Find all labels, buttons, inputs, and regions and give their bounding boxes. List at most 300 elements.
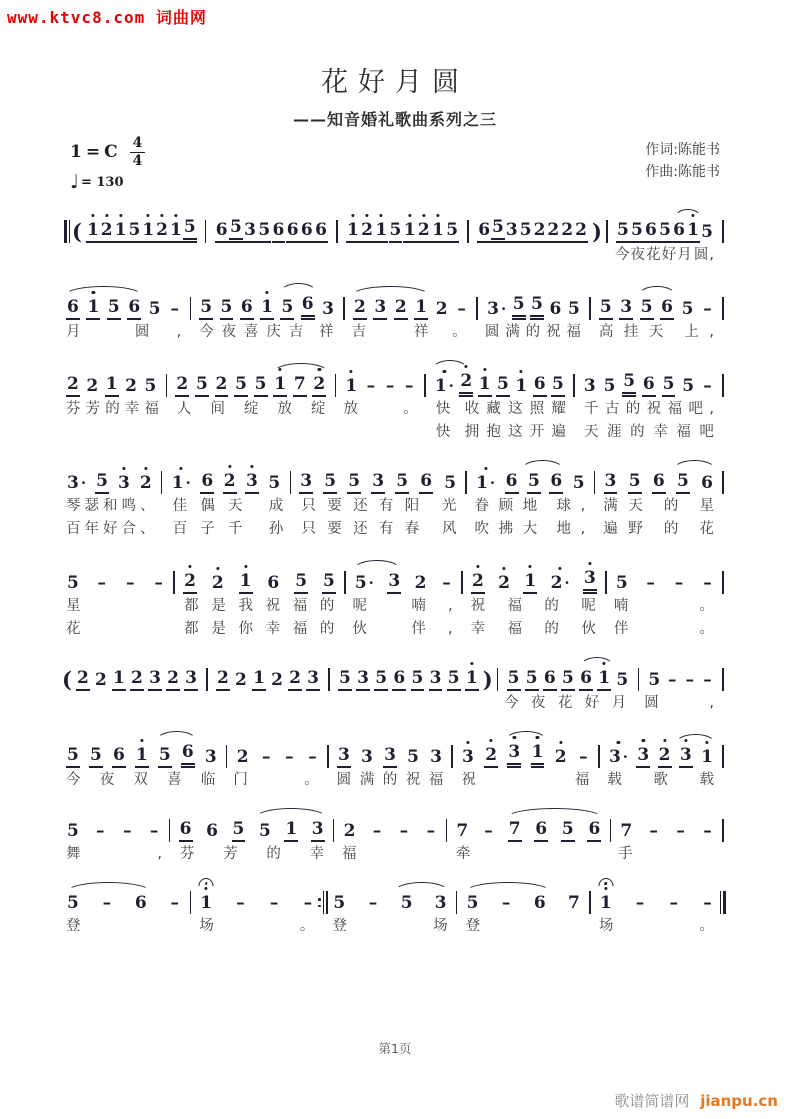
- note-group: [604, 730, 718, 768]
- lyric-char: 。: [403, 401, 418, 417]
- note-digit: 3: [374, 297, 387, 317]
- lyric-char: 古: [604, 401, 620, 417]
- note: [236, 747, 250, 768]
- lyric-cell: [580, 399, 718, 420]
- lyric-char: 呢: [352, 598, 367, 614]
- lyric-char: 祝: [545, 324, 561, 340]
- note-group: [339, 806, 442, 842]
- lyric-char: 佳: [172, 498, 188, 514]
- note-digit: 6: [134, 893, 147, 913]
- dash-note: [366, 893, 379, 914]
- bar-spacer: [585, 322, 595, 343]
- note-group: [195, 279, 339, 320]
- note: [549, 299, 563, 320]
- bar-spacer: [570, 399, 580, 420]
- measure: [349, 282, 472, 320]
- lyric-char: 祝: [646, 401, 662, 417]
- lyric-char: 好: [584, 695, 600, 711]
- note-digit: 6: [181, 742, 194, 762]
- note-digit: 1: [432, 220, 444, 240]
- lyric-cell: [348, 596, 456, 617]
- lyric-char: 舞: [66, 846, 81, 862]
- bar-spacer: [452, 916, 462, 937]
- bar-thin: [456, 891, 457, 914]
- note-digit: –: [703, 670, 712, 690]
- note-digit: 6: [267, 573, 280, 593]
- lyric-cell: [599, 496, 718, 517]
- note: [394, 297, 408, 320]
- lyric-char: 快: [435, 401, 451, 417]
- lyric-char: 抱: [486, 424, 501, 440]
- bar-spacer: [601, 245, 611, 266]
- bar-thin: [720, 891, 721, 914]
- note: [400, 893, 414, 914]
- note-group: [295, 456, 461, 494]
- note-digit: 3: [300, 471, 313, 491]
- note: [572, 473, 586, 494]
- page-title: 花好月圆: [321, 67, 469, 98]
- note-digit: –: [170, 299, 179, 319]
- lyric-cell: [176, 844, 328, 865]
- bar-thin: [476, 297, 477, 320]
- note: [546, 220, 560, 243]
- note-digit: 2: [67, 374, 79, 394]
- note-digit: 1: [200, 893, 213, 913]
- note-digit: 5: [561, 819, 574, 839]
- lyric-char: 照: [529, 401, 545, 417]
- bar-thin: [323, 891, 324, 914]
- barline-single: [340, 570, 350, 594]
- lyric-char: 这: [508, 424, 523, 440]
- note: [301, 294, 315, 320]
- measure: [62, 456, 157, 494]
- note-digit: 6: [286, 220, 299, 240]
- note: [270, 670, 284, 691]
- note-digit: 2: [223, 471, 236, 491]
- measure: [579, 356, 718, 397]
- note: [85, 376, 99, 397]
- lyric-char: 牵: [456, 846, 471, 862]
- barline-single: [457, 570, 467, 594]
- measure: [339, 806, 442, 842]
- lyric-char: 我: [238, 598, 253, 614]
- measure: [62, 727, 222, 768]
- note: [229, 217, 243, 243]
- note: [200, 471, 214, 494]
- note: [455, 821, 469, 842]
- bar-spacer: [460, 519, 470, 540]
- note-group: [62, 878, 185, 914]
- bar-spacer: [600, 596, 610, 617]
- lyric-char: 的: [544, 598, 559, 614]
- dash-note: [701, 573, 714, 594]
- lyric-char: 地: [556, 521, 571, 537]
- dash-note: [440, 573, 453, 594]
- octave-dot: [604, 887, 607, 890]
- lyric-char: 有: [378, 498, 394, 514]
- note-digit: 3: [429, 668, 442, 688]
- note: [599, 297, 613, 320]
- barline-single: [185, 890, 195, 914]
- lyric-char: 孙: [268, 521, 284, 537]
- lyric-char: 要: [327, 498, 342, 514]
- note-digit: 2: [94, 670, 107, 690]
- lyric-char: 祝: [461, 772, 476, 788]
- bar-thin: [465, 471, 466, 494]
- note-digit: –: [649, 821, 658, 841]
- bar-thin: [161, 471, 162, 494]
- lyric-cell: [467, 596, 600, 617]
- staff-line: [62, 456, 728, 494]
- octave-dot: [119, 214, 122, 217]
- barline-single: [452, 890, 462, 914]
- note: [254, 374, 268, 397]
- note: [356, 668, 370, 691]
- augmentation-dot: ·: [564, 574, 570, 592]
- bar-thin: [573, 374, 574, 397]
- barline-open: [62, 219, 72, 243]
- note-digit: 5: [701, 222, 713, 242]
- note: [597, 668, 611, 691]
- note-digit: –: [368, 893, 378, 913]
- slur-arc: [273, 363, 329, 373]
- octave-dot: [147, 214, 150, 217]
- lyric-char: 满: [505, 324, 520, 340]
- lyric-cell: [62, 844, 166, 865]
- lyric-char: 月: [66, 324, 81, 340]
- note: [86, 297, 100, 320]
- note: [354, 573, 375, 594]
- note: [66, 821, 80, 842]
- lyric-char: 。: [699, 598, 714, 614]
- note: [486, 299, 507, 320]
- measure: [232, 732, 323, 768]
- note-digit: 6: [393, 668, 406, 688]
- note-digit: –: [308, 747, 317, 767]
- bar-thin: [589, 297, 590, 320]
- note-digit: 5: [662, 374, 675, 394]
- lyric-char: 夜: [630, 247, 646, 263]
- note-digit: 1: [403, 220, 416, 240]
- note-digit: 6: [652, 471, 665, 491]
- note-digit: 2: [471, 571, 484, 591]
- bar-thin: [328, 668, 329, 691]
- note-digit: 2: [414, 573, 427, 593]
- note-digit: 2: [417, 220, 430, 240]
- dash-note: [152, 573, 165, 594]
- octave-dot: [144, 467, 147, 470]
- note-digit: 1: [261, 297, 273, 317]
- note: [443, 473, 457, 494]
- octave-dot: [160, 214, 163, 217]
- lyrics-row: [62, 844, 728, 865]
- octave-dot: [691, 214, 694, 217]
- note-digit: 2: [550, 573, 563, 593]
- bar-thin: [290, 471, 291, 494]
- slur-arc: [505, 731, 546, 741]
- note-digit: 6: [588, 819, 601, 839]
- lyric-char: 的: [630, 424, 645, 440]
- note: [144, 376, 158, 397]
- barline-single: [718, 818, 728, 842]
- note-digit: 5: [183, 217, 196, 237]
- octave-dot: [279, 368, 282, 371]
- barline-single: [718, 470, 728, 494]
- octave-dot: [559, 741, 562, 744]
- dash-note: [283, 747, 296, 768]
- slur-arc: [280, 283, 317, 293]
- dash-note: [701, 821, 714, 842]
- barline-single: [718, 373, 728, 397]
- note: [543, 668, 557, 691]
- note-digit: 6: [300, 220, 313, 240]
- lyrics-row: [62, 916, 728, 937]
- note-digit: 5: [396, 471, 409, 491]
- barline-single: [330, 373, 340, 397]
- note-digit: –: [261, 747, 271, 767]
- bar-thin: [722, 471, 723, 494]
- note-digit: –: [372, 821, 382, 841]
- note: [148, 299, 162, 320]
- note: [466, 893, 480, 914]
- open-paren: (: [62, 667, 72, 692]
- lyric-char: 好: [661, 247, 677, 263]
- bar-spacer: [589, 496, 599, 517]
- note-digit: 2: [139, 473, 152, 493]
- note-digit: 2: [353, 297, 366, 317]
- octave-dot: [422, 214, 425, 217]
- note: [619, 297, 633, 320]
- note: [533, 220, 547, 243]
- octave-dot: [188, 565, 191, 568]
- note: [445, 220, 459, 243]
- site-url-link[interactable]: jianpu.cn: [700, 1092, 778, 1110]
- lyric-char: 阳: [404, 498, 420, 514]
- staff-line: [62, 356, 728, 397]
- note-digit: 2: [100, 220, 113, 240]
- lyric-cell: [432, 422, 570, 443]
- note-digit: –: [125, 573, 135, 593]
- note-digit: 3: [388, 571, 401, 591]
- bar-spacer: [593, 770, 603, 791]
- note-digit: 6: [505, 471, 518, 491]
- dash-note: [633, 893, 646, 914]
- note-digit: 1: [274, 374, 287, 394]
- bar-spacer: [331, 245, 341, 266]
- site-watermark-link[interactable]: www.ktvc8.com 词曲网: [7, 8, 207, 27]
- bar-spacer: [463, 245, 473, 266]
- note-digit: 6: [128, 297, 141, 317]
- note-digit: 3: [505, 220, 518, 240]
- lyric-char: 、: [140, 521, 155, 537]
- note-digit: 3: [384, 745, 396, 765]
- note-digit: –: [170, 893, 179, 913]
- lyric-char: 幸: [124, 401, 140, 417]
- lyric-char: 天: [227, 498, 243, 514]
- note: [205, 821, 219, 842]
- lyric-char: 花: [646, 247, 661, 263]
- note-digit: –: [703, 299, 712, 319]
- note: [257, 220, 271, 243]
- lyric-char: 大: [522, 521, 538, 537]
- note-digit: 1: [86, 220, 99, 240]
- note-digit: 5: [229, 217, 242, 237]
- note: [346, 220, 360, 243]
- note-digit: –: [269, 893, 279, 913]
- dash-note: [482, 821, 495, 842]
- note: [628, 471, 642, 494]
- note-digit: 6: [533, 374, 546, 394]
- lyric-char: 喜: [167, 772, 182, 788]
- lyric-char: 伙: [581, 621, 596, 637]
- note: [66, 893, 80, 914]
- note: [114, 220, 128, 243]
- lyric-char: 的: [266, 846, 281, 862]
- note: [429, 747, 443, 768]
- dash-note: [370, 821, 383, 842]
- note: [181, 742, 195, 768]
- lyric-char: ,: [709, 695, 714, 711]
- lyric-char: 天: [648, 324, 664, 340]
- note: [94, 670, 108, 691]
- note: [234, 374, 248, 397]
- note-digit: 3: [508, 742, 521, 762]
- dash-note: [397, 821, 410, 842]
- lyric-char: 是: [211, 621, 226, 637]
- note: [534, 819, 548, 842]
- note: [622, 371, 636, 397]
- octave-dot: [228, 465, 231, 468]
- note: [374, 220, 388, 243]
- note: [66, 473, 87, 494]
- note-digit: 5: [444, 473, 457, 493]
- dash-note: [148, 821, 161, 842]
- lyric-char: 天: [583, 424, 599, 440]
- note-group: [62, 806, 165, 842]
- measure: [503, 653, 634, 691]
- bar-spacer: [328, 844, 338, 865]
- note-digit: –: [405, 376, 414, 396]
- note-digit: 3: [204, 747, 217, 767]
- note-group: [349, 282, 472, 320]
- note-digit: 5: [148, 299, 161, 319]
- slur-arc: [156, 731, 197, 741]
- bar-thin: [333, 819, 334, 842]
- bar-thin: [638, 668, 639, 691]
- note-group: [328, 878, 451, 914]
- lyrics-row: [62, 770, 728, 791]
- note-digit: 2: [561, 220, 574, 240]
- note-digit: 5: [631, 220, 643, 240]
- lyric-char: 眷: [474, 498, 489, 514]
- lyric-char: 满: [359, 772, 375, 788]
- staff-line: [62, 653, 728, 691]
- bar-spacer: [490, 693, 500, 714]
- note-digit: 6: [549, 299, 562, 319]
- note-digit: 2: [361, 220, 374, 240]
- bar-spacer: [159, 496, 169, 517]
- note-digit: 5: [512, 294, 525, 314]
- note: [306, 668, 320, 691]
- lyric-char: 。: [304, 772, 319, 788]
- note: [371, 471, 385, 494]
- note-digit: 2: [184, 571, 196, 591]
- lyric-cell: [62, 519, 159, 540]
- slur-arc: [674, 209, 702, 219]
- bar-spacer: [630, 693, 640, 714]
- quarter-note-icon: ♩: [70, 171, 79, 194]
- lyric-char: 绽: [311, 401, 326, 417]
- note: [587, 819, 601, 842]
- note-group: [340, 361, 419, 397]
- note: [615, 573, 629, 594]
- note: [245, 471, 259, 494]
- note-digit: 5: [339, 668, 351, 688]
- score-system: [62, 553, 728, 640]
- lyric-char: 圆: [484, 324, 500, 340]
- note: [679, 745, 693, 768]
- bar-spacer: [718, 596, 728, 617]
- note-group: [430, 356, 569, 397]
- note: [223, 471, 237, 494]
- barline-single: [493, 667, 503, 691]
- octave-dot: [205, 887, 208, 890]
- note-digit: 5: [616, 220, 629, 240]
- lyric-char: 星: [699, 498, 714, 514]
- dash-note: [234, 893, 247, 914]
- lyric-char: 祝: [265, 598, 281, 614]
- note: [66, 374, 80, 397]
- dash-note: [577, 747, 590, 768]
- score-system: [62, 356, 728, 443]
- note: [258, 821, 272, 842]
- barline-single: [472, 296, 482, 320]
- lyric-char: 场: [598, 918, 614, 934]
- bar-spacer: [201, 693, 211, 714]
- augmentation-dot: ·: [80, 474, 87, 492]
- note-digit: 5: [616, 670, 629, 690]
- note-group: [611, 558, 718, 594]
- lyric-char: ,: [580, 521, 586, 537]
- lyric-cell: [610, 596, 718, 617]
- dash-note: [301, 893, 314, 914]
- tempo-value: = 130: [80, 174, 124, 190]
- bar-thin: [722, 668, 723, 691]
- measure: [295, 456, 461, 494]
- note-digit: 6: [701, 473, 714, 493]
- meter-numerator: 4: [130, 136, 146, 153]
- close-paren: ): [592, 219, 602, 244]
- lyric-cell: [610, 619, 718, 640]
- measure: [462, 878, 585, 914]
- lyric-char: 夜: [221, 324, 237, 340]
- lyric-char: 喃: [411, 598, 426, 614]
- octave-dot: [318, 368, 321, 371]
- measure: [471, 456, 589, 494]
- lyric-cell: [180, 596, 338, 617]
- barline-single: [718, 219, 728, 243]
- note-digit: 1: [345, 376, 358, 396]
- note-digit: 3: [246, 471, 258, 491]
- measure: [62, 558, 169, 594]
- note: [300, 220, 314, 243]
- note-digit: –: [303, 893, 313, 913]
- note-digit: –: [703, 893, 712, 913]
- note-digit: 5: [324, 471, 337, 491]
- dash-note: [384, 376, 397, 397]
- note: [630, 220, 644, 243]
- note: [700, 747, 714, 768]
